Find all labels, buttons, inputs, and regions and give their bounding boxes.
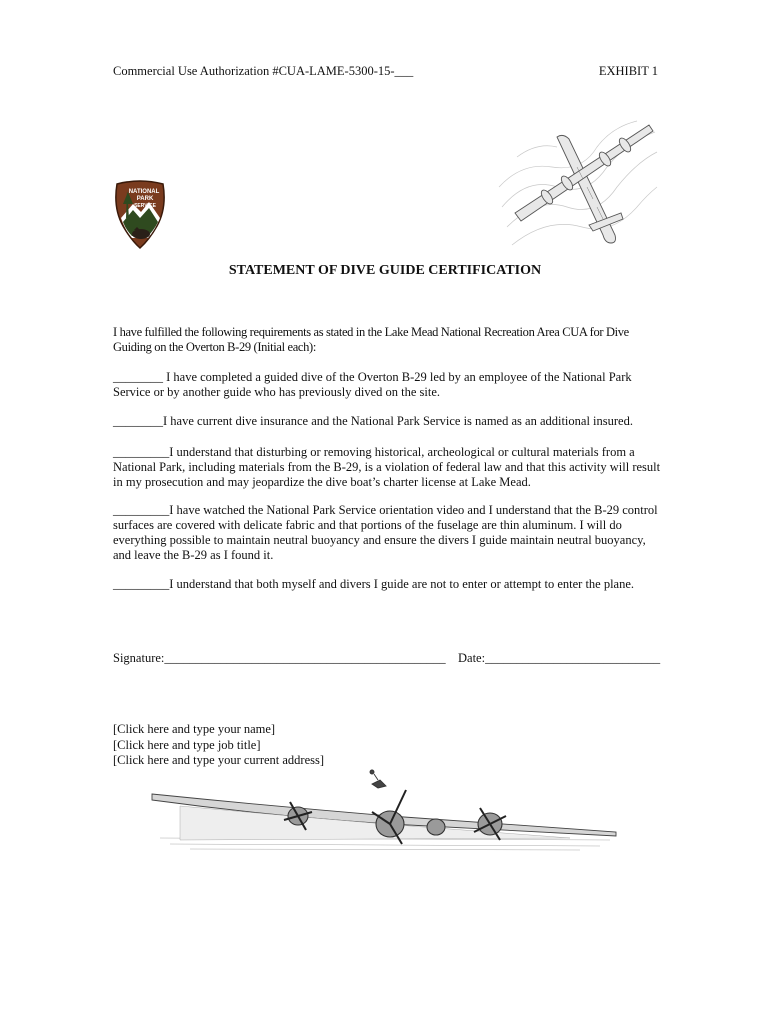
nps-arrowhead-logo (113, 178, 167, 250)
certification-item: _________I understand that both myself and divers I guide are not to enter or attempt to enter the plane. (113, 577, 635, 591)
exhibit-label: EXHIBIT 1 (598, 64, 658, 78)
svg-text:SERVICE: SERVICE (134, 203, 156, 209)
document-title: STATEMENT OF DIVE GUIDE CERTIFICATION (228, 263, 542, 278)
name-placeholder[interactable]: [Click here and type your name] (113, 722, 276, 736)
address-placeholder[interactable]: [Click here and type your current address] (113, 753, 325, 767)
certification-item: ________ I have completed a guided dive of the Overton B-29 led by an employee of the National Park Service or by another guide who has previously dived on the site. (113, 370, 632, 399)
certification-item: _________I have watched the National Park Service orientation video and I understand that the B-29 control surfaces are covered with delicate fabric and that portions of the fuselage are thin aluminum. I will do everything possible to maintain neutral buoyancy and ensure the divers I guide maintain neutral buoyancy, and leave the B-29 as I found it. (113, 503, 658, 562)
signature-line[interactable]: Signature:_____________________________________________ (113, 651, 446, 665)
date-line[interactable]: Date:____________________________ (458, 651, 661, 665)
cua-number: Commercial Use Authorization #CUA-LAME-5300-15-___ (113, 64, 414, 78)
b29-wreck-sketch (497, 117, 659, 253)
svg-text:PARK: PARK (136, 196, 154, 202)
svg-text:NATIONAL: NATIONAL (128, 189, 160, 195)
certification-item: ________I have current dive insurance and the National Park Service is named as an additional insured. (113, 414, 633, 428)
intro-paragraph: I have fulfilled the following requirements as stated in the Lake Mead National Recreation Area CUA for Dive Guiding on the Overton B-29 (Initial each): (113, 325, 629, 354)
job-title-placeholder[interactable]: [Click here and type job title] (113, 738, 261, 752)
b29-underwater-sketch (150, 766, 618, 852)
certification-item: _________I understand that disturbing or removing historical, archeological or cultural materials from a National Park, including materials from the B-29, is a violation of federal law and that this activity will result in my prosecution and may jeopardize the dive boat’s charter license at Lake Mead. (113, 445, 661, 489)
